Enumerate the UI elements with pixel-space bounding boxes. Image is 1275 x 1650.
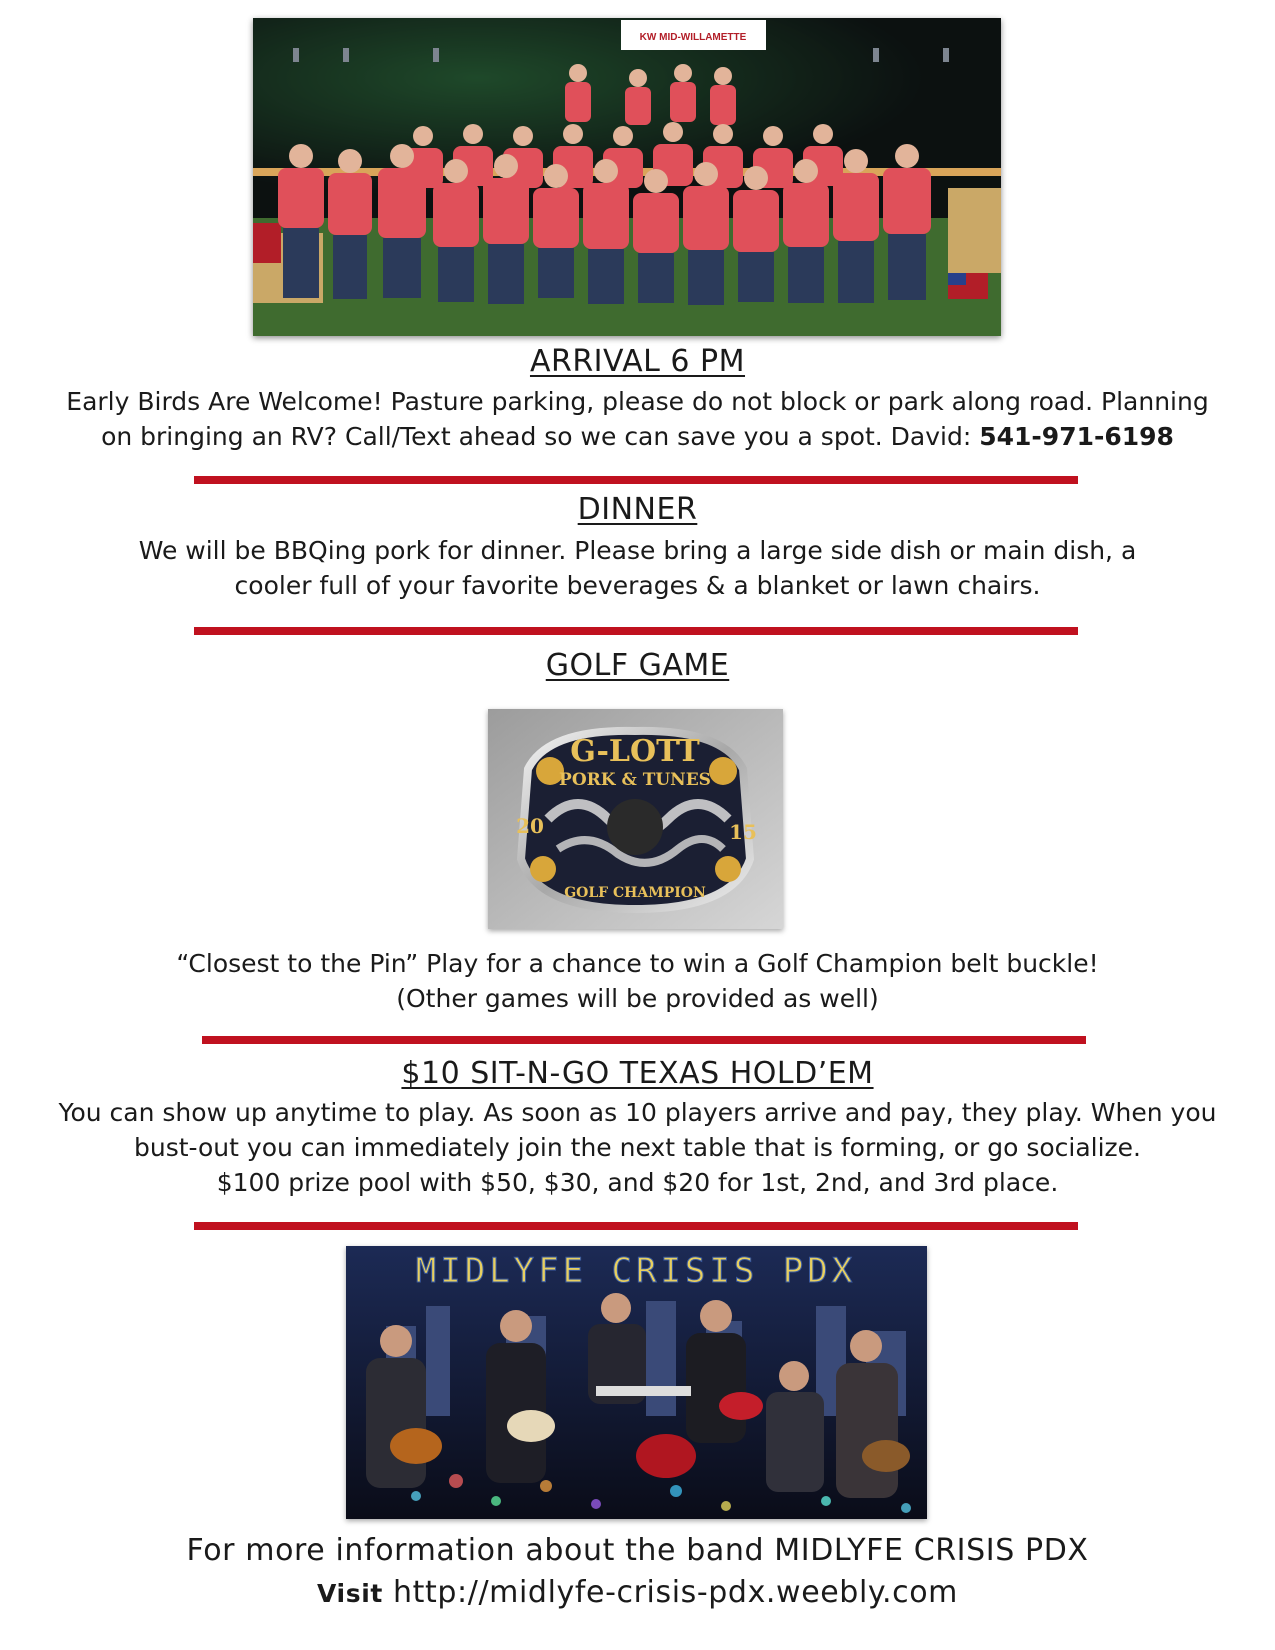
divider-3 <box>202 1036 1086 1044</box>
dinner-heading: DINNER <box>577 492 698 527</box>
poker-line-3: $100 prize pool with $50, $30, and $20 for 1st, 2nd, and 3rd place. <box>216 1168 1059 1197</box>
dinner-line-2: cooler full of your favorite beverages & a blanket or lawn chairs. <box>234 571 1041 600</box>
arrival-line-2-text: on bringing an RV? Call/Text ahead so we can save you a spot. David: <box>101 422 980 451</box>
band-website-link[interactable]: http://midlyfe-crisis-pdx.weebly.com <box>382 1575 958 1610</box>
footer-info: For more information about the band MIDLYFE CRISIS PDX <box>186 1533 1089 1568</box>
band-photo <box>346 1246 927 1519</box>
group-banner-text: KW MID-WILLAMETTE <box>639 32 747 43</box>
visit-label: Visit <box>317 1579 383 1608</box>
buckle-event: PORK & TUNES <box>559 770 711 790</box>
poker-line-2: bust-out you can immediately join the next table that is forming, or go socialize. <box>133 1133 1142 1162</box>
buckle-title: GOLF CHAMPION <box>564 885 706 901</box>
divider-2 <box>194 627 1078 635</box>
poker-heading: $10 SIT-N-GO TEXAS HOLD’EM <box>401 1056 874 1091</box>
buckle-name: G-LOTT <box>570 734 700 769</box>
poker-line-1: You can show up anytime to play. As soon as 10 players arrive and pay, they play. When you <box>58 1098 1217 1127</box>
poker-text <box>0 1095 1275 1200</box>
footer-visit <box>0 1575 1275 1610</box>
golf-text <box>0 946 1275 1016</box>
dinner-line-1: We will be BBQing pork for dinner. Please bring a large side dish or main dish, a <box>138 536 1137 565</box>
arrival-heading: ARRIVAL 6 PM <box>529 344 746 379</box>
band-title: MIDLYFE CRISIS PDX <box>415 1251 857 1291</box>
divider-4 <box>194 1222 1078 1230</box>
belt-buckle-photo <box>488 709 783 929</box>
golf-line-2: (Other games will be provided as well) <box>396 984 879 1013</box>
divider-1 <box>194 476 1078 484</box>
arrival-text <box>0 384 1275 454</box>
golf-heading: GOLF GAME <box>545 648 730 683</box>
group-photo <box>253 18 1001 336</box>
arrival-line-1: Early Birds Are Welcome! Pasture parking, please do not block or park along road. Planning <box>66 387 1209 416</box>
dinner-text <box>0 533 1275 603</box>
golf-line-1: “Closest to the Pin” Play for a chance to win a Golf Champion belt buckle! <box>176 949 1099 978</box>
buckle-year-left: 20 <box>516 814 544 838</box>
contact-phone: 541-971-6198 <box>979 422 1174 451</box>
buckle-year-right: 15 <box>729 820 757 844</box>
band-photo-art <box>346 1246 927 1519</box>
arrival-line-2 <box>0 419 1275 454</box>
group-photo-art <box>253 18 1001 336</box>
belt-buckle-art <box>488 709 783 929</box>
